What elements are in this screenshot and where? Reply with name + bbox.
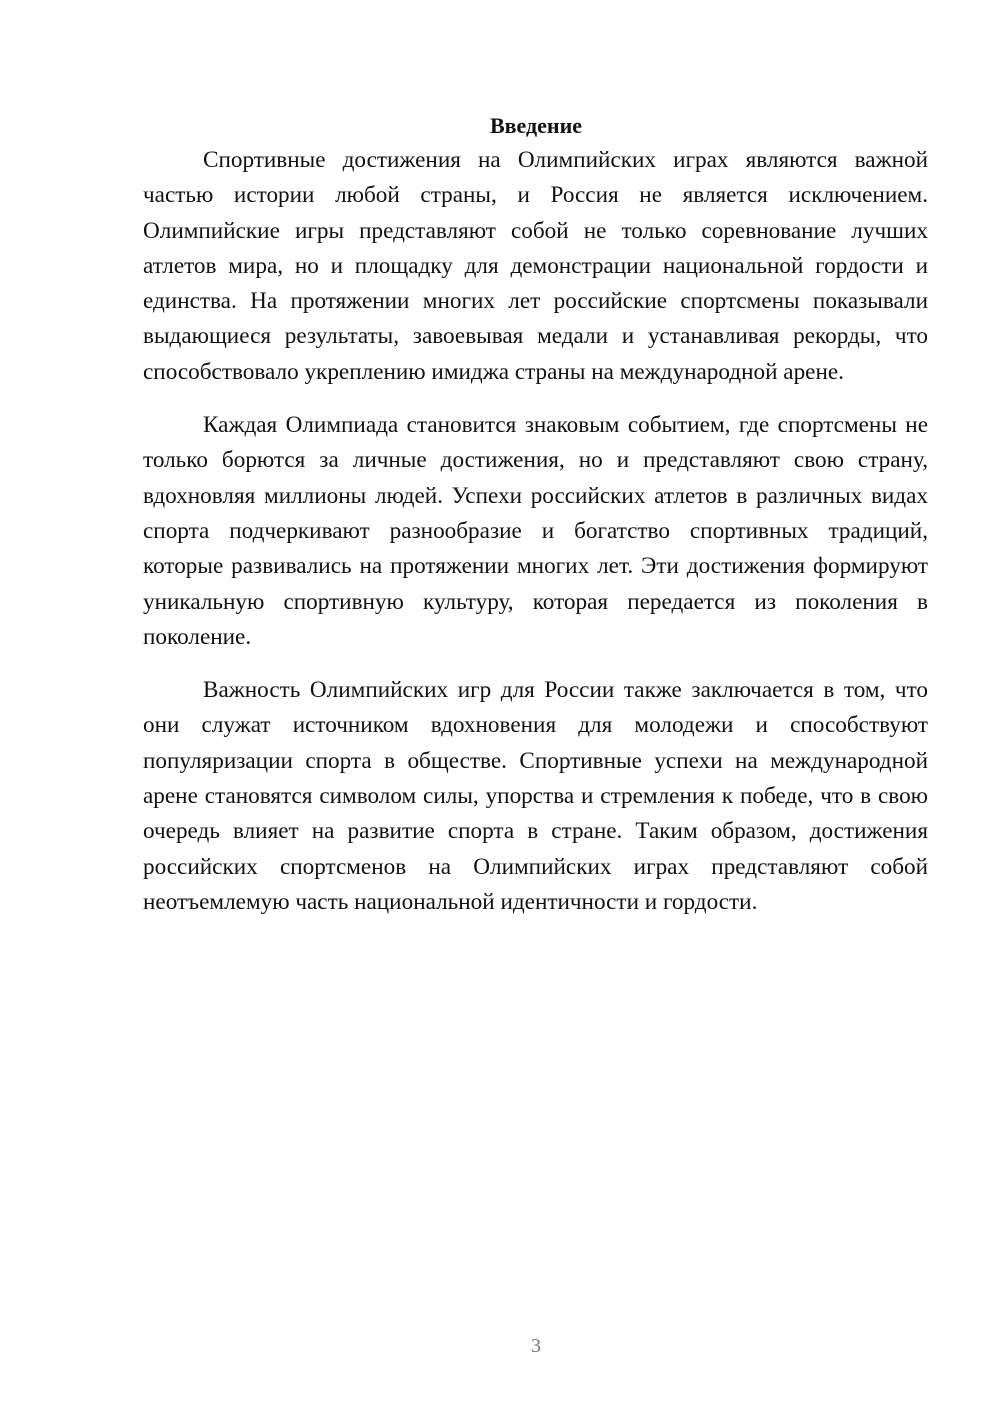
- paragraph-3: Важность Олимпийских игр для России также заключается в том, что они служат источником вдохновения для молодежи и способствуют популяризации спорта в обществе. Спортивные успехи на международной арене становятся символом силы, упорства и стремления к победе, что в свою очередь влияет на развитие спорта в стране. Таким образом, достижения российских спортсменов на Олимпийских играх представляют собой неотъемлемую часть национальной идентичности и гордости.: [143, 677, 928, 915]
- page-number: 3: [531, 1335, 541, 1357]
- paragraph-1: Спортивные достижения на Олимпийских играх являются важной частью истории любой страны, и Россия не является исключением. Олимпийские игры представляют собой не только соревнование лучших атлетов мира, но и площадку для демонстрации национальной гордости и единства. На протяжении многих лет российские спортсмены показывали выдающиеся результаты, завоевывая медали и устанавливая рекорды, что способствовало укреплению имиджа страны на международной арене.: [143, 147, 928, 385]
- section-title: Введение: [489, 112, 583, 138]
- document-body: [143, 143, 928, 938]
- paragraph-2: Каждая Олимпиада становится знаковым событием, где спортсмены не только борются за личные достижения, но и представляют свою страну, вдохновляя миллионы людей. Успехи российских атлетов в различных видах спорта подчеркивают разнообразие и богатство спортивных традиций, которые развивались на протяжении многих лет. Эти достижения формируют уникальную спортивную культуру, которая передается из поколения в поколение.: [143, 412, 928, 650]
